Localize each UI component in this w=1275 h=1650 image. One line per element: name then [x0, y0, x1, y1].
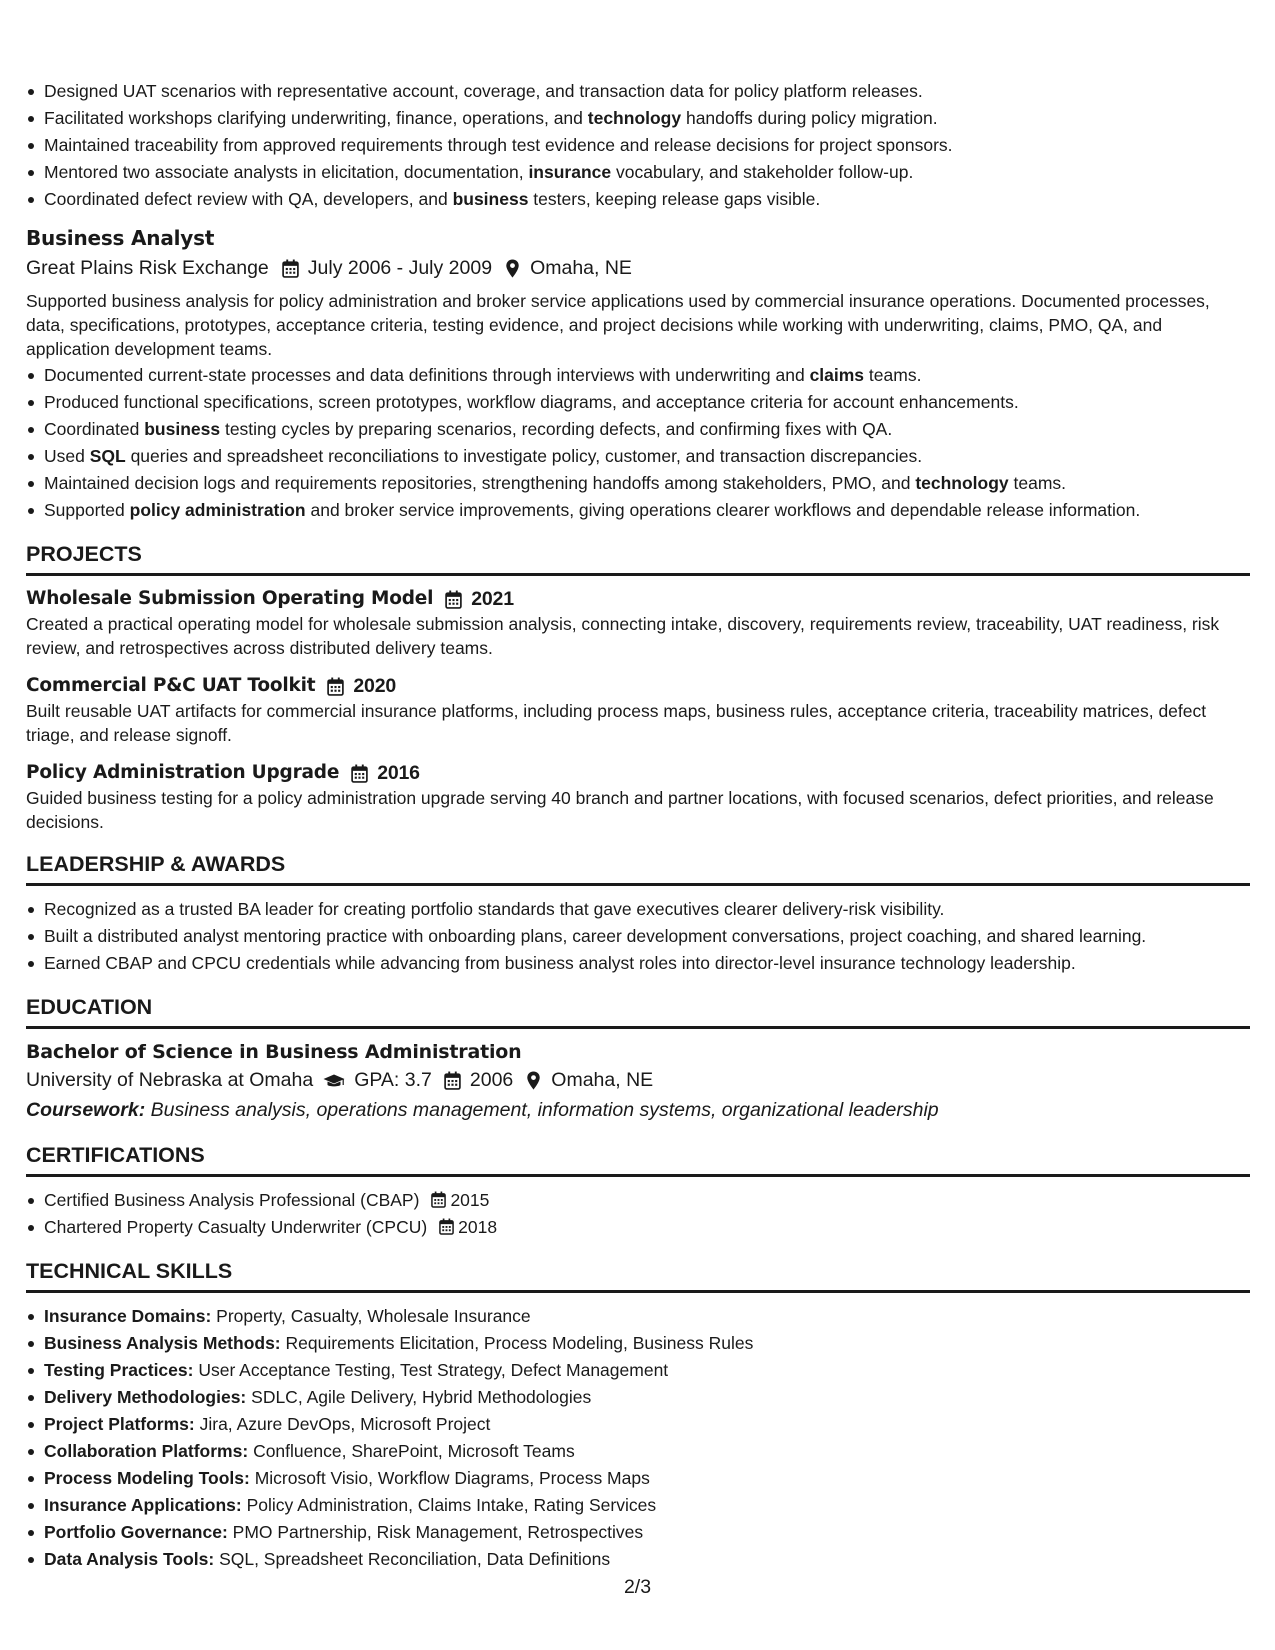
- list-item: [26, 1187, 1250, 1214]
- calendar-icon: [327, 677, 344, 696]
- job-meta: [26, 253, 1250, 283]
- resume-page: [26, 78, 1250, 1573]
- certifications-heading: CERTIFICATIONS: [26, 1141, 1250, 1177]
- graduation-cap-icon: [323, 1071, 345, 1090]
- calendar-icon: [431, 1191, 446, 1208]
- list-item: Coordinated business testing cycles by preparing scenarios, recording defects, and confirming fixes with QA.: [26, 416, 1250, 443]
- projects-list: [26, 586, 1250, 834]
- list-item: Data Analysis Tools: SQL, Spreadsheet Reconciliation, Data Definitions: [26, 1546, 1250, 1573]
- project-name: Wholesale Submission Operating Model: [26, 588, 434, 609]
- list-item: Documented current-state processes and data definitions through interviews with underwriting and claims teams.: [26, 362, 1250, 389]
- company-name: Great Plains Risk Exchange: [26, 257, 269, 279]
- certifications-list: [26, 1187, 1250, 1241]
- gpa: GPA: 3.7: [354, 1069, 432, 1091]
- list-item: Collaboration Platforms: Confluence, SharePoint, Microsoft Teams: [26, 1438, 1250, 1465]
- list-item: Delivery Methodologies: SDLC, Agile Delivery, Hybrid Methodologies: [26, 1384, 1250, 1411]
- list-item: Portfolio Governance: PMO Partnership, Risk Management, Retrospectives: [26, 1519, 1250, 1546]
- school-name: University of Nebraska at Omaha: [26, 1069, 314, 1091]
- list-item: Recognized as a trusted BA leader for creating portfolio standards that gave executives clearer delivery-risk visibility.: [26, 896, 1250, 923]
- job-summary: Supported business analysis for policy administration and broker service applications used by commercial insurance operations. Documented processes, data, specifications, prototypes, acceptance criteria, testing evidence, and project decisions while working with underwriting, claims, PMO, QA, and application development teams.: [26, 291, 1210, 359]
- graduation-year: 2006: [469, 1069, 514, 1091]
- list-item: Used SQL queries and spreadsheet reconciliations to investigate policy, customer, and transaction discrepancies.: [26, 443, 1250, 470]
- school-location: Omaha, NE: [551, 1069, 654, 1091]
- list-item: Earned CBAP and CPCU credentials while advancing from business analyst roles into director-level insurance technology leadership.: [26, 950, 1250, 977]
- coursework: [26, 1095, 1250, 1125]
- list-item: Mentored two associate analysts in elicitation, documentation, insurance vocabulary, and stakeholder follow-up.: [26, 159, 1250, 186]
- job-title: Business Analyst: [26, 226, 215, 250]
- list-item: Project Platforms: Jira, Azure DevOps, Microsoft Project: [26, 1411, 1250, 1438]
- page-number: 2/3: [623, 1576, 652, 1598]
- map-pin-icon: [525, 1071, 542, 1090]
- certification-name: Chartered Property Casualty Underwriter (CPCU): [44, 1217, 428, 1237]
- certification-name: Certified Business Analysis Professional (CBAP): [44, 1190, 420, 1210]
- list-item: Insurance Applications: Policy Administration, Claims Intake, Rating Services: [26, 1492, 1250, 1519]
- list-item: Designed UAT scenarios with representative account, coverage, and transaction data for policy platform releases.: [26, 78, 1250, 105]
- project-description: Created a practical operating model for wholesale submission analysis, connecting intake, discovery, requirements review, traceability, UAT readiness, risk review, and retrospectives across distributed delivery teams.: [26, 614, 1220, 658]
- project-name: Policy Administration Upgrade: [26, 762, 340, 783]
- project-description: Guided business testing for a policy administration upgrade serving 40 branch and partner locations, with focused scenarios, defect priorities, and release decisions.: [26, 788, 1214, 832]
- project-year: 2020: [353, 675, 396, 697]
- project-year: 2016: [377, 762, 420, 784]
- education-heading: EDUCATION: [26, 993, 1250, 1029]
- job-dates: July 2006 - July 2009: [307, 257, 493, 279]
- list-item: Process Modeling Tools: Microsoft Visio, Workflow Diagrams, Process Maps: [26, 1465, 1250, 1492]
- skills-heading: TECHNICAL SKILLS: [26, 1257, 1250, 1293]
- project-title: [26, 586, 1250, 612]
- calendar-icon: [439, 1218, 454, 1235]
- list-item: Maintained traceability from approved requirements through test evidence and release decisions for project sponsors.: [26, 132, 1250, 159]
- project-description: Built reusable UAT artifacts for commercial insurance platforms, including process maps, business rules, acceptance criteria, traceability matrices, defect triage, and release signoff.: [26, 701, 1207, 745]
- project-title: [26, 760, 1250, 786]
- projects-heading: PROJECTS: [26, 540, 1250, 576]
- list-item: Produced functional specifications, screen prototypes, workflow diagrams, and acceptance criteria for account enhancements.: [26, 389, 1250, 416]
- list-item: Supported policy administration and broker service improvements, giving operations clearer workflows and dependable release information.: [26, 497, 1250, 524]
- calendar-icon: [445, 590, 462, 609]
- coursework-value: Business analysis, operations management, information systems, organizational leadership: [150, 1099, 939, 1121]
- coursework-label: Coursework:: [26, 1099, 146, 1121]
- project-title: [26, 673, 1250, 699]
- leadership-heading: LEADERSHIP & AWARDS: [26, 850, 1250, 886]
- list-item: Testing Practices: User Acceptance Testing, Test Strategy, Defect Management: [26, 1357, 1250, 1384]
- list-item: Facilitated workshops clarifying underwriting, finance, operations, and technology handoffs during policy migration.: [26, 105, 1250, 132]
- map-pin-icon: [504, 259, 521, 278]
- skills-list: [26, 1303, 1250, 1573]
- project-name: Commercial P&C UAT Toolkit: [26, 675, 316, 696]
- job-bullets: [26, 362, 1250, 524]
- project-year: 2021: [471, 588, 514, 610]
- calendar-icon: [444, 1071, 461, 1090]
- degree-title: Bachelor of Science in Business Administration: [26, 1041, 522, 1063]
- list-item: Built a distributed analyst mentoring practice with onboarding plans, career development conversations, project coaching, and shared learning.: [26, 923, 1250, 950]
- job-location: Omaha, NE: [530, 257, 632, 279]
- calendar-icon: [282, 259, 299, 278]
- list-item: Maintained decision logs and requirements repositories, strengthening handoffs among stakeholders, PMO, and technology teams.: [26, 470, 1250, 497]
- previous-job-bullets: [26, 78, 1250, 213]
- education-meta: [26, 1065, 1250, 1095]
- leadership-list: [26, 896, 1250, 977]
- list-item: [26, 1214, 1250, 1241]
- calendar-icon: [351, 764, 368, 783]
- certification-year: 2015: [450, 1190, 490, 1210]
- list-item: Insurance Domains: Property, Casualty, Wholesale Insurance: [26, 1303, 1250, 1330]
- certification-year: 2018: [458, 1217, 498, 1237]
- list-item: Business Analysis Methods: Requirements Elicitation, Process Modeling, Business Rules: [26, 1330, 1250, 1357]
- list-item: Coordinated defect review with QA, developers, and business testers, keeping release gaps visible.: [26, 186, 1250, 213]
